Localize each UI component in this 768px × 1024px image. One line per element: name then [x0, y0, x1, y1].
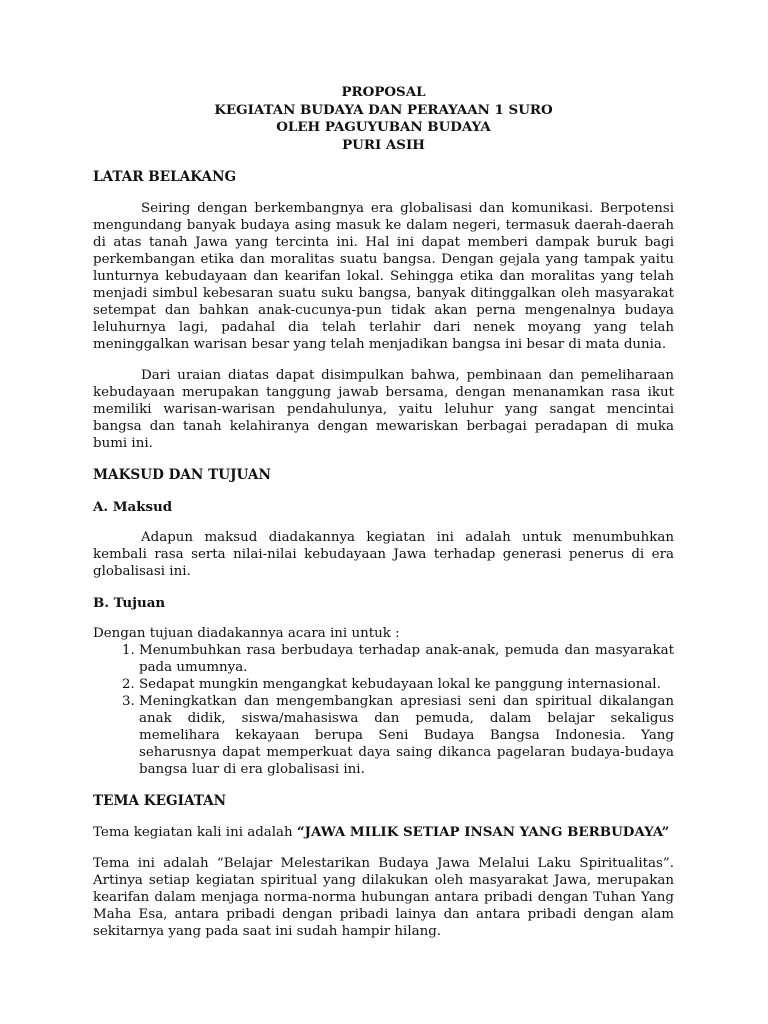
document-page — [93, 84, 674, 954]
goal-item-2: 2. Sedapat mungkin mengangkat kebudayaan lokal ke panggung internasional. — [139, 676, 674, 693]
background-heading: LATAR BELAKANG — [93, 169, 237, 185]
theme-intro: Tema kegiatan kali ini adalah — [93, 825, 297, 840]
goal-item-3: 3. Meningkatkan dan mengembangkan apresiasi seni dan spiritual dikalangan anak didik, siswa/mahasiswa dan pemuda, dalam belajar sekaligus memelihara kekayaan berupa Seni Budaya Bangsa Indonesia. Yang seharusnya dapat memperkuat daya saing dikanca pagelaran budaya-budaya bangsa luar di era globalisasi ini. — [139, 693, 674, 778]
background-paragraph-1: Seiring dengan berkembangnya era globalisasi dan komunikasi. Berpotensi mengundang banyak budaya asing masuk ke dalam negeri, termasuk daerah-daerah di atas tanah Jawa yang tercinta ini. Hal ini dapat memberi dampak buruk bagi perkembangan etika dan moralitas suatu bangsa. Dengan gejala yang tampak yaitu lunturnya kebudayaan dan kearifan lokal. Sehingga etika dan moralitas yang telah menjadi simbul kebesaran suatu suku bangsa, banyak ditinggalkan oleh masyarakat setempat dan bahkan anak-cucunya-pun tidak akan perna mengenalnya budaya leluhurnya lagi, padahal dia telah terlahir dari nenek moyang yang telah meninggalkan warisan besar yang telah menjadikan bangsa ini besar di mata dunia. — [93, 201, 674, 352]
goal-heading: B. Tujuan — [93, 595, 166, 611]
title-line-3: OLEH PAGUYUBAN BUDAYA — [276, 119, 491, 135]
document-title — [93, 84, 674, 154]
theme-heading: TEMA KEGIATAN — [93, 793, 227, 809]
goal-item-1: 1. Menumbuhkan rasa berbudaya terhadap anak-anak, pemuda dan masyarakat pada umumnya. — [139, 642, 674, 676]
intent-heading: A. Maksud — [93, 499, 173, 515]
purpose-heading: MAKSUD DAN TUJUAN — [93, 467, 271, 483]
title-line-2: KEGIATAN BUDAYA DAN PERAYAAN 1 SURO — [214, 101, 553, 118]
goal-list — [93, 642, 674, 778]
theme-statement — [93, 824, 674, 841]
theme-description: Tema ini adalah “Belajar Melestarikan Budaya Jawa Melalui Laku Spiritualitas”. Artinya setiap kegiatan spiritual yang dilakukan oleh masyarakat Jawa, merupakan kearifan dalam menjaga norma-norma hubungan antara pribadi dengan Tuhan Yang Maha Esa, antara pribadi dengan pribadi lainya dan antara pribadi dengan alam sekitarnya yang pada saat ini sudah hampir hilang. — [93, 856, 674, 939]
title-line-1: PROPOSAL — [341, 84, 426, 100]
title-line-4: PURI ASIH — [342, 136, 425, 153]
background-paragraph-2: Dari uraian diatas dapat disimpulkan bahwa, pembinaan dan pemeliharaan kebudayaan merupakan tanggung jawab bersama, dengan menanamkan rasa ikut memiliki warisan-warisan pendahulunya, yaitu leluhur yang sangat mencintai bangsa dan tanah kelahiranya dengan mewariskan berbagai peradapan di muka bumi ini. — [93, 368, 674, 451]
theme-title: “JAWA MILIK SETIAP INSAN YANG BERBUDAYA” — [296, 824, 670, 840]
goal-intro: Dengan tujuan diadakannya acara ini untuk : — [93, 626, 400, 641]
intent-paragraph: Adapun maksud diadakannya kegiatan ini adalah untuk menumbuhkan kembali rasa serta nilai-nilai kebudayaan Jawa terhadap generasi penerus di era globalisasi ini. — [93, 530, 674, 579]
